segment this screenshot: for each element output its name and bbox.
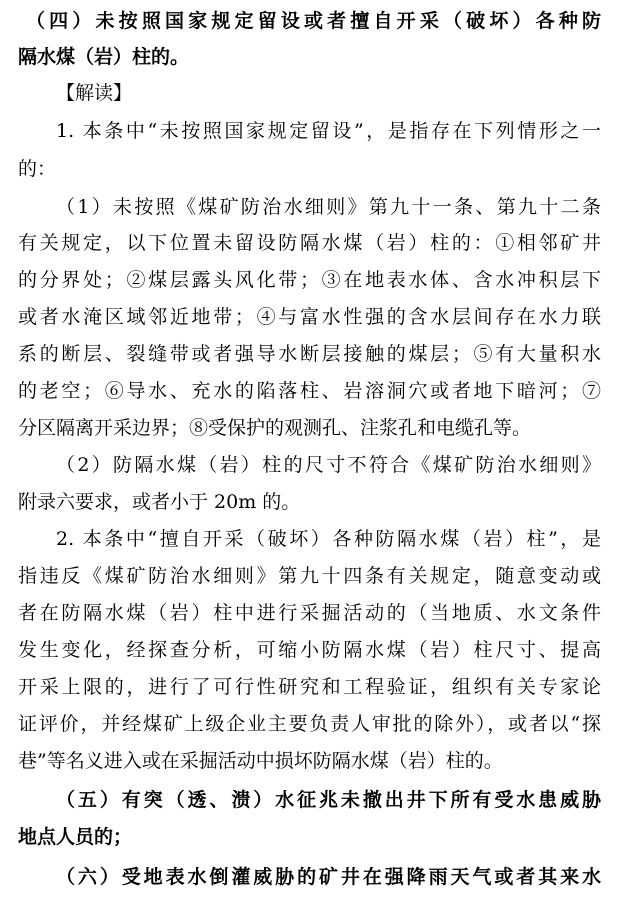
heading-item-4-line-2: 隔水煤（岩）柱的。 [18,46,190,68]
section-label-interpretation: 【解读】 [56,82,133,104]
item-1-line-1: （1）未按照《煤矿防治水细则》第九十一条、第九十二条 [56,196,601,218]
paragraph-2-line-4: 发生变化，经探查分析，可缩小防隔水煤（岩）柱尺寸、提高 [18,639,601,661]
heading-item-5-line-1: （五）有突（透、溃）水征兆未撤出井下所有受水患威胁 [56,789,601,811]
heading-item-4-line-1: （四）未按照国家规定留设或者擅自开采（破坏）各种防 [26,10,601,32]
paragraph-1-line-1: 1. 本条中“未按照国家规定留设”，是指存在下列情形之一 [56,120,601,142]
item-1-line-3: 的分界处；②煤层露头风化带；③在地表水体、含水冲积层下 [18,269,601,291]
item-2-line-2: 附录六要求，或者小于 20m 的。 [18,491,301,513]
paragraph-2-line-2: 指违反《煤矿防治水细则》第九十四条有关规定，随意变动或 [18,565,601,587]
paragraph-2-line-7: 巷”等名义进入或在采掘活动中损坏防隔水煤（岩）柱的。 [18,750,503,772]
paragraph-2-line-5: 开采上限的，进行了可行性研究和工程验证，组织有关专家论 [18,676,601,698]
paragraph-2-line-3: 者在防隔水煤（岩）柱中进行采掘活动的（当地质、水文条件 [18,602,601,624]
paragraph-1-line-2: 的： [18,158,57,180]
item-1-line-4: 或者水淹区域邻近地带；④与富水性强的含水层间存在水力联 [18,306,601,328]
heading-item-6-line-1: （六）受地表水倒灌威胁的矿井在强降雨天气或者其来水 [56,866,601,888]
item-1-line-2: 有关规定，以下位置未留设防隔水煤（岩）柱的：①相邻矿井 [18,232,601,254]
paragraph-2-line-6: 证评价，并经煤矿上级企业主要负责人审批的除外），或者以“探 [18,713,601,735]
item-1-line-6: 的老空；⑥导水、充水的陷落柱、岩溶洞穴或者地下暗河；⑦ [18,380,601,402]
paragraph-2-line-1: 2. 本条中“擅自开采（破坏）各种防隔水煤（岩）柱”，是 [56,528,601,550]
item-2-line-1: （2）防隔水煤（岩）柱的尺寸不符合《煤矿防治水细则》 [56,454,601,476]
heading-item-5-line-2: 地点人员的； [18,826,133,848]
item-1-line-5: 系的断层、裂缝带或者强导水断层接触的煤层；⑤有大量积水 [18,343,601,365]
item-1-line-7: 分区隔离开采边界；⑧受保护的观测孔、注浆孔和电缆孔等。 [18,417,532,439]
